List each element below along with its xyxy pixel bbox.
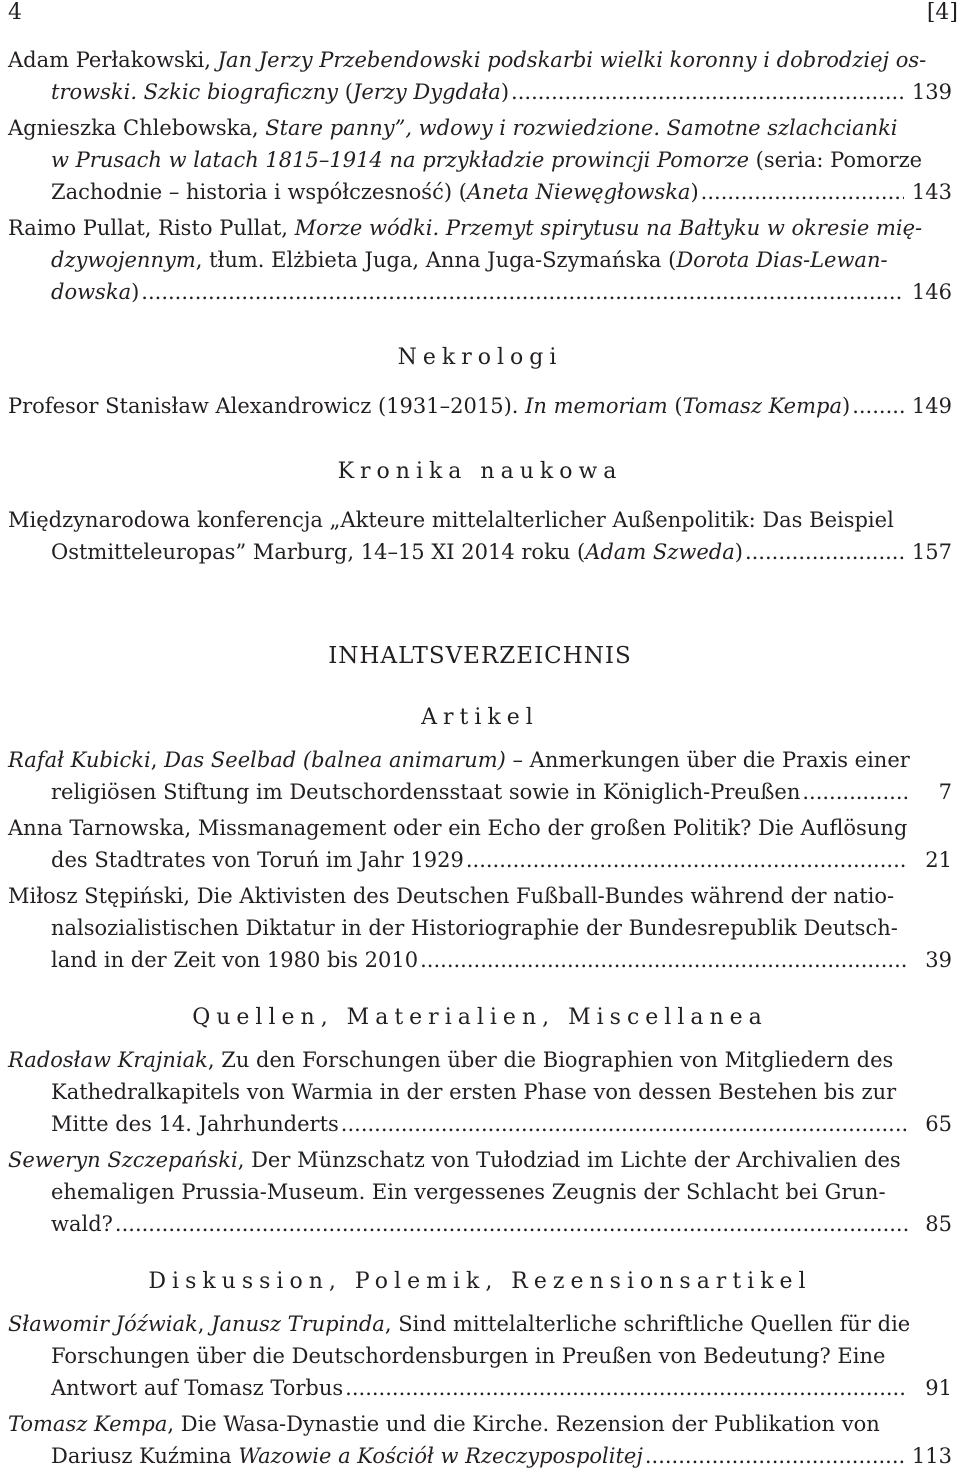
toc-entry-page: 7 xyxy=(938,780,952,804)
page-number: 4 xyxy=(8,0,22,25)
toc-entry-line: Seweryn Szczepański, Der Münzschatz von Tułodziad im Lichte der Archivalien des xyxy=(8,1148,901,1172)
toc-entry xyxy=(8,812,952,876)
section-title-diskussion: Diskussion, Polemik, Rezensionsartikel xyxy=(148,1269,812,1294)
toc-entry-text: Profesor Stanisław Alexandrowicz (1931–2015). In memoriam (Tomasz Kempa) xyxy=(8,394,851,418)
toc-entry-page: 149 xyxy=(911,394,952,418)
entries-nekrologi xyxy=(8,390,952,422)
toc-entry-text: Mitte des 14. Jahrhunderts xyxy=(51,1112,339,1136)
page-number-bracket: [4] xyxy=(926,0,958,25)
toc-entry-line: Anna Tarnowska, Missmanagement oder ein Echo der großen Politik? Die Auflösung xyxy=(8,816,908,840)
toc-entry-line: dzywojennym, tłum. Elżbieta Juga, Anna Juga-Szymańska (Dorota Dias-Lewan- xyxy=(51,248,888,272)
entries-diskussion xyxy=(8,1308,952,1472)
toc-entry-line: w Prusach w latach 1815–1914 na przykładzie prowincji Pomorze (seria: Pomorze xyxy=(51,148,923,172)
leader-dots xyxy=(511,76,904,108)
leader-dots xyxy=(701,176,904,208)
toc-entry-page: 91 xyxy=(925,1376,952,1400)
toc-entry-page: 39 xyxy=(925,948,952,972)
toc-entry-text: dowska) xyxy=(51,280,140,304)
leader-dots xyxy=(141,276,904,308)
toc-entry-last-line xyxy=(8,176,952,208)
toc-entry-line: Sławomir Jóźwiak, Janusz Trupinda, Sind mittelalterliche schriftliche Quellen für die xyxy=(8,1312,911,1336)
leader-dots xyxy=(341,1108,908,1140)
toc-entry-line: Miłosz Stępiński, Die Aktivisten des Deutschen Fußball-Bundes während der natio- xyxy=(8,884,895,908)
toc-entry-text: Zachodnie – historia i współczesność) (Aneta Niewęgłowska) xyxy=(51,180,699,204)
toc-entry-line: Agnieszka Chlebowska, Stare panny”, wdowy i rozwiedzione. Samotne szlachcianki xyxy=(8,116,898,140)
toc-entry-text: wald? xyxy=(51,1212,113,1236)
toc-entry-text: Antwort auf Tomasz Torbus xyxy=(51,1376,344,1400)
toc-entry-last-line xyxy=(8,1108,952,1140)
toc-entry-last-line xyxy=(8,776,952,808)
toc-entry xyxy=(8,880,952,976)
toc-entry-page: 21 xyxy=(925,848,952,872)
toc-entry-last-line xyxy=(8,536,952,568)
section-title-nekrologi: Nekrologi xyxy=(397,345,563,370)
entries-quellen xyxy=(8,1044,952,1240)
toc-entry-page: 85 xyxy=(925,1212,952,1236)
leader-dots xyxy=(645,1440,904,1472)
toc-entry-page: 146 xyxy=(911,280,952,304)
toc-entry xyxy=(8,504,952,568)
toc-entry-page: 65 xyxy=(925,1112,952,1136)
main-title-inhaltsverzeichnis: INHALTSVERZEICHNIS xyxy=(328,643,632,669)
toc-entry xyxy=(8,112,952,208)
toc-entry-line: Adam Perłakowski, Jan Jerzy Przebendowski podskarbi wielki koronny i dobrodziej os- xyxy=(8,48,927,72)
toc-entry-line: nalsozialistischen Diktatur in der Historiographie der Bundesrepublik Deutsch- xyxy=(51,916,898,940)
toc-entry-line: Forschungen über die Deutschordensburgen in Preußen von Bedeutung? Eine xyxy=(51,1344,886,1368)
toc-entry-page: 113 xyxy=(911,1444,952,1468)
leader-dots xyxy=(802,776,908,808)
toc-entry-last-line xyxy=(8,276,952,308)
table-of-contents xyxy=(8,44,952,1472)
toc-entry-line: Rafał Kubicki, Das Seelbad (balnea animarum) – Anmerkungen über die Praxis einer xyxy=(8,748,910,772)
toc-entry-text: Ostmitteleuropas” Marburg, 14–15 XI 2014 roku (Adam Szweda) xyxy=(51,540,743,564)
toc-entry-line: Tomasz Kempa, Die Wasa-Dynastie und die Kirche. Rezension der Publikation von xyxy=(8,1412,880,1436)
section-title-artikel: Artikel xyxy=(421,705,539,730)
entries-artikel xyxy=(8,744,952,976)
section-title-quellen: Quellen, Materialien, Miscellanea xyxy=(192,1005,768,1030)
toc-entry-last-line xyxy=(8,1372,952,1404)
toc-entry-last-line xyxy=(8,1208,952,1240)
entries-kronika xyxy=(8,504,952,568)
toc-entry-last-line xyxy=(8,944,952,976)
toc-entry xyxy=(8,1308,952,1404)
toc-entry-text: des Stadtrates von Toruń im Jahr 1929 xyxy=(51,848,464,872)
leader-dots xyxy=(115,1208,908,1240)
leader-dots xyxy=(852,390,904,422)
toc-entry-line: ehemaligen Prussia-Museum. Ein vergessenes Zeugnis der Schlacht bei Grun- xyxy=(51,1180,886,1204)
toc-entry xyxy=(8,1144,952,1240)
toc-entry-text: land in der Zeit von 1980 bis 2010 xyxy=(51,948,419,972)
toc-entry-text: religiösen Stiftung im Deutschordensstaat sowie in Königlich-Preußen xyxy=(51,780,801,804)
toc-entry-last-line xyxy=(8,390,952,422)
toc-entry-last-line xyxy=(8,844,952,876)
toc-entry xyxy=(8,1408,952,1472)
toc-entry-line: Międzynarodowa konferencja „Akteure mittelalterlicher Außenpolitik: Das Beispiel xyxy=(8,508,894,532)
toc-entry xyxy=(8,744,952,808)
toc-entry-line: Radosław Krajniak, Zu den Forschungen über die Biographien von Mitgliedern des xyxy=(8,1048,894,1072)
toc-entry-page: 157 xyxy=(911,540,952,564)
toc-entry-line: Raimo Pullat, Risto Pullat, Morze wódki. Przemyt spirytusu na Bałtyku w okresie mię- xyxy=(8,216,923,240)
entries-top xyxy=(8,44,952,308)
toc-entry-text: trowski. Szkic biograficzny (Jerzy Dygdała) xyxy=(51,80,510,104)
toc-entry-text: Dariusz Kuźmina Wazowie a Kościół w Rzeczypospolitej xyxy=(51,1444,643,1468)
toc-entry xyxy=(8,212,952,308)
toc-entry xyxy=(8,1044,952,1140)
toc-entry-page: 143 xyxy=(911,180,952,204)
leader-dots xyxy=(466,844,908,876)
leader-dots xyxy=(420,944,908,976)
leader-dots xyxy=(345,1372,908,1404)
toc-entry-page: 139 xyxy=(911,80,952,104)
toc-entry xyxy=(8,44,952,108)
toc-entry-line: Kathedralkapitels von Warmia in der ersten Phase von dessen Bestehen bis zur xyxy=(51,1080,897,1104)
toc-entry-last-line xyxy=(8,1440,952,1472)
toc-entry-last-line xyxy=(8,76,952,108)
toc-entry xyxy=(8,390,952,422)
leader-dots xyxy=(745,536,904,568)
section-title-kronika: Kronika naukowa xyxy=(337,459,623,484)
